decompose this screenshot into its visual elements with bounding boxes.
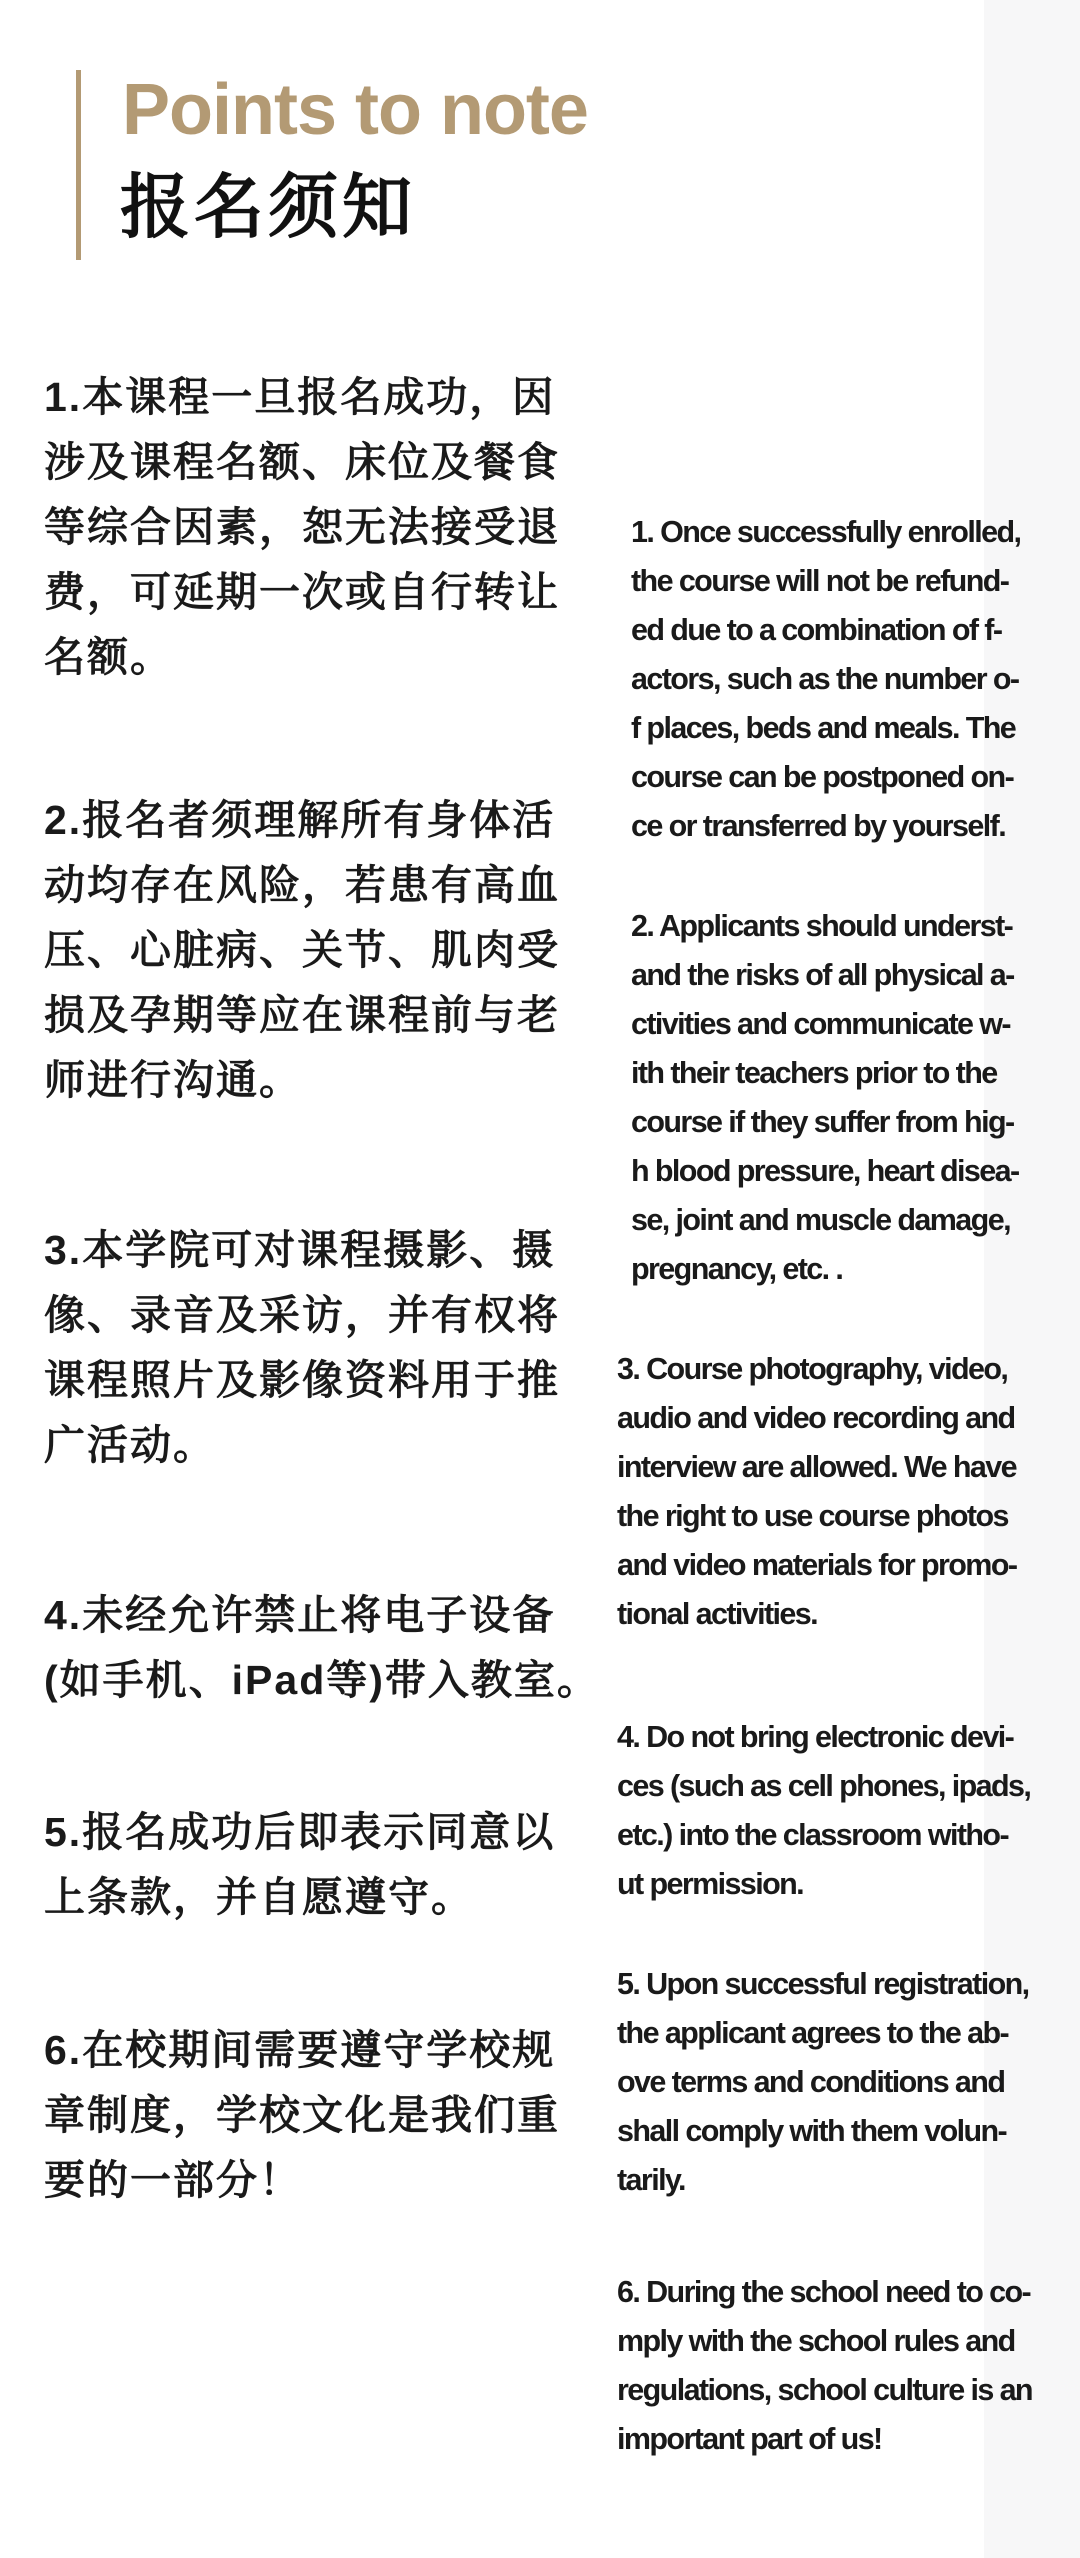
cn-item-line: 上条款，并自愿遵守。 (44, 1874, 474, 1920)
cn-item-line: 3.本学院可对课程摄影、摄 (44, 1227, 556, 1273)
heading-accent-bar (76, 70, 81, 260)
cn-item-line: 广活动。 (44, 1422, 216, 1468)
cn-item-line: 名额。 (44, 634, 173, 680)
en-item-line: the applicant agrees to the ab- (617, 2016, 1009, 2050)
cn-item-line: 2.报名者须理解所有身体活 (44, 797, 556, 843)
cn-item-line: 像、录音及采访，并有权将 (44, 1292, 560, 1338)
cn-item-line: 课程照片及影像资料用于推 (44, 1357, 560, 1403)
en-item-line: and video materials for promo- (617, 1548, 1017, 1582)
en-item-line: important part of us! (617, 2422, 882, 2456)
title-chinese: 报名须知 (120, 168, 416, 246)
cn-item-1 (44, 365, 610, 690)
cn-item-line: 6.在校期间需要遵守学校规 (44, 2027, 556, 2073)
cn-item-line: 压、心脏病、关节、肌肉受 (44, 927, 560, 973)
en-item-line: and the risks of all physical a- (631, 958, 1014, 992)
cn-item-line: 师进行沟通。 (44, 1057, 302, 1103)
cn-item-6 (44, 2018, 610, 2213)
en-item-line: tional activities. (617, 1597, 818, 1631)
en-item-2 (631, 902, 1071, 1294)
en-item-line: ctivities and communicate w- (631, 1007, 1010, 1041)
en-item-line: course if they suffer from hig- (631, 1105, 1014, 1139)
cn-item-3 (44, 1218, 610, 1478)
cn-item-2 (44, 788, 610, 1113)
en-item-line: tarily. (617, 2163, 685, 2197)
en-item-line: ut permission. (617, 1867, 804, 1901)
en-item-line: pregnancy, etc. . (631, 1252, 843, 1286)
title-english: Points to note (122, 70, 588, 150)
en-item-line: 2. Applicants should underst- (631, 909, 1013, 943)
en-item-1 (631, 508, 1071, 851)
en-item-line: 6. During the school need to co- (617, 2275, 1031, 2309)
cn-item-line: 5.报名成功后即表示同意以 (44, 1809, 556, 1855)
cn-item-4 (44, 1583, 610, 1713)
en-item-line: ces (such as cell phones, ipads, (617, 1769, 1031, 1803)
en-item-line: 4. Do not bring electronic devi- (617, 1720, 1014, 1754)
en-item-line: ce or transferred by yourself. (631, 809, 1006, 843)
cn-item-line: 损及孕期等应在课程前与老 (44, 992, 560, 1038)
en-item-line: se, joint and muscle damage, (631, 1203, 1010, 1237)
en-item-5 (617, 1960, 1057, 2205)
en-item-line: 5. Upon successful registration, (617, 1967, 1029, 2001)
en-item-line: ith their teachers prior to the (631, 1056, 997, 1090)
en-item-line: 3. Course photography, video, (617, 1352, 1008, 1386)
en-item-line: h blood pressure, heart disea- (631, 1154, 1019, 1188)
en-item-4 (617, 1713, 1057, 1909)
en-item-line: shall comply with them volun- (617, 2114, 1007, 2148)
en-item-line: course can be postponed on- (631, 760, 1014, 794)
en-item-line: f places, beds and meals. The (631, 711, 1016, 745)
en-item-line: ove terms and conditions and (617, 2065, 1005, 2099)
cn-item-line: 4.未经允许禁止将电子设备 (44, 1592, 556, 1638)
cn-item-line: (如手机、iPad等)带入教室。 (44, 1657, 600, 1703)
en-item-3 (617, 1345, 1057, 1639)
en-item-line: audio and video recording and (617, 1401, 1015, 1435)
en-item-line: mply with the school rules and (617, 2324, 1015, 2358)
cn-item-line: 等综合因素，恕无法接受退 (44, 504, 560, 550)
cn-item-line: 涉及课程名额、床位及餐食 (44, 439, 560, 485)
en-item-line: actors, such as the number o- (631, 662, 1019, 696)
cn-item-line: 要的一部分！ (44, 2157, 302, 2203)
en-item-line: the course will not be refund- (631, 564, 1009, 598)
cn-item-line: 1.本课程一旦报名成功，因 (44, 374, 556, 420)
cn-item-5 (44, 1800, 610, 1930)
en-item-line: regulations, school culture is an (617, 2373, 1032, 2407)
en-item-line: ed due to a combination of f- (631, 613, 1002, 647)
en-item-line: etc.) into the classroom witho- (617, 1818, 1008, 1852)
cn-item-line: 章制度，学校文化是我们重 (44, 2092, 560, 2138)
en-item-line: interview are allowed. We have (617, 1450, 1016, 1484)
en-item-6 (617, 2268, 1057, 2464)
cn-item-line: 动均存在风险，若患有高血 (44, 862, 560, 908)
en-item-line: the right to use course photos (617, 1499, 1008, 1533)
en-item-line: 1. Once successfully enrolled, (631, 515, 1021, 549)
cn-item-line: 费，可延期一次或自行转让 (44, 569, 560, 615)
